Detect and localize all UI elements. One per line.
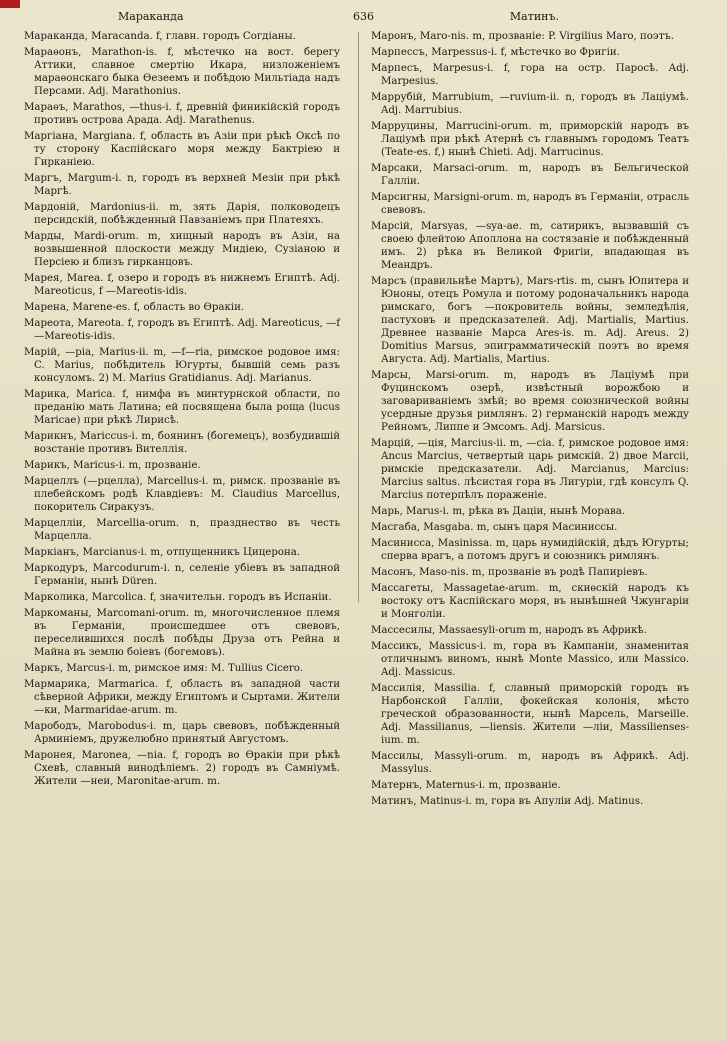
dictionary-entry: Массесилы, Massaesyli-orum m, народъ въ Африкѣ. [371,625,647,636]
dictionary-entry: Маркъ, Marcus-i. m, римское имя: M. Tullius Cicero. [24,663,303,674]
dictionary-entry: Мардоній, Mardonius-ii. m, зять Дарія, полководецъ персидскій, побѣжденный Павзаніемъ при Платеяхъ. [24,202,340,226]
dictionary-entry: Марободъ, Marobodus-i. m, царь свевовъ, побѣжденный Арминіемъ, дружелюбно принятый Августомъ. [24,721,340,745]
dictionary-entry: Маронея, Maronea, —nia. f, городъ во Ѳракіи при рѣкѣ Схевѣ, славный винодѣліемъ. 2) городъ въ Самніумѣ. Жители —неи, Maronitae-arum. m. [24,750,340,787]
dictionary-entry: Марикъ, Maricus-i. m, прозваніе. [24,460,201,471]
dictionary-entry: Марена, Marene-es. f, область во Ѳракіи. [24,302,245,313]
dictionary-entry: Марсъ (правильнѣе Мартъ), Mars-rtis. m, сынъ Юпитера и Юноны, отецъ Ромула и потому родоначальникъ народа римскаго, богъ —покровитель войны, земледѣлія, пастуховъ и предсказателей. Adj. Martialis, Martius. Древнее названіе Марса Ares-is. m. Adj. Areus. 2) Domitius Marsus, эпиграмматическій поэтъ во время Августа. Adj. Martialis, Martius. [371,276,689,365]
dictionary-entry: Маргъ, Margum-i. n, городъ въ верхней Мезіи при рѣкѣ Маргѣ. [24,173,340,197]
dictionary-entry: Марцій, —ція, Marcius-ii. m, —cia. f, римское родовое имя: Ancus Marcius, четвертый царь римскій. 2) двое Marcii, римскіе предсказатели. Adj. Marcianus, Marcius: Marcius saltus. лѣсистая гора въ Лигуріи, гдѣ консулъ Q. Marcius потерпѣлъ пораженіе. [371,438,689,501]
dictionary-entry: Марпессъ, Marpessus-i. f, мѣстечко во Фригіи. [371,47,620,58]
dictionary-entry: Марсаки, Marsaci-orum. m, народъ въ Бельгической Галліи. [371,163,689,187]
dictionary-entry: Мараѳонъ, Marathon-is. f, мѣстечко на вост. берегу Аттики, славное смертію Икара, низложеніемъ мараѳонскаго быка Ѳезеемъ и побѣдою Мильтіада надъ Персами. Adj. Marathonius. [24,47,340,97]
dictionary-entry: Масонъ, Maso-nis. m, прозваніе въ родѣ Папиріевъ. [371,567,648,578]
dictionary-entry: Мараканда, Maracanda. f, главн. городъ Согдіаны. [24,31,296,42]
dictionary-entry: Марцелліи, Marcellia-orum. n, празднество въ честь Марцелла. [24,518,340,542]
page-header [28,6,699,28]
left-column [24,30,340,791]
dictionary-entry: Массилы, Massyli-orum. m, народъ въ Африкѣ. Adj. Massylus. [371,751,689,775]
dictionary-entry: Марсы, Marsi-orum. m, народъ въ Лаціумѣ при Фуцинскомъ озерѣ, извѣстный ворожбою и заговариваніемъ змѣй; во время союзнической войны усердные друзья римлянъ. 2) германскій народъ между Рейномъ, Липпе и Эмсомъ. Adj. Marsicus. [371,370,689,433]
page-number: 636 [353,10,374,23]
dictionary-entry: Марколика, Marcolica. f, значительн. городъ въ Испаніи. [24,592,332,603]
dictionary-entry: Маргіана, Margiana. f, область въ Азіи при рѣкѣ Оксѣ по ту сторону Каспійскаго моря между Бактріею и Гирканіею. [24,131,340,168]
dictionary-entry: Масгаба, Masgaba. m, сынъ царя Масиниссы. [371,522,618,533]
dictionary-entry: Маркоманы, Marcomani-orum. m, многочисленное племя въ Германіи, происшедшее отъ свевовъ, переселившихся послѣ побѣды Друза отъ Рейна и Майна въ землю боіевъ (богемовъ). [24,608,340,658]
dictionary-entry: Марея, Marea. f, озеро и городъ въ нижнемъ Египтѣ. Adj. Mareoticus, f —Mareotis-idis. [24,273,340,297]
header-right-guide-word: Матинъ. [509,10,559,23]
dictionary-entry: Марсій, Marsyas, —sya-ae. m, сатирикъ, вызвавшій съ своею флейтою Аполлона на состязаніе и побѣжденный имъ. 2) рѣка въ Великой Фригіи, впадающая въ Меандръ. [371,221,689,271]
dictionary-entry: Матернъ, Maternus-i. m, прозваніе. [371,780,561,791]
dictionary-entry: Матинъ, Matinus-i. m, гора въ Апуліи Adj. Matinus. [371,796,644,807]
dictionary-entry: Марцеллъ (—рцелла), Marcellus-i. m, римск. прозваніе въ плебейскомъ родѣ Клавдіевъ: M. Claudius Marcellus, покоритель Сиракузъ. [24,476,340,513]
header-page-number [28,10,699,23]
dictionary-entry: Марій, —ріа, Marius-ii. m, —f—ria, римское родовое имя: C. Marius, побѣдитель Югурты, бывшій семь разъ консуломъ. 2) M. Marius Gratidianus. Adj. Marianus. [24,347,340,384]
dictionary-entry: Марсигны, Marsigni-orum. m, народъ въ Германіи, отрасль свевовъ. [371,192,689,216]
dictionary-entry: Марпесъ, Marpesus-i. f, гора на остр. Паросѣ. Adj. Marpesius. [371,63,689,87]
header-left-guide-word: Мараканда [118,10,184,23]
dictionary-entry: Марикнъ, Mariccus-i. m, боянинъ (богемецъ), возбудившій возстаніе противъ Вителлія. [24,431,340,455]
dictionary-entry: Масинисса, Masinissa. m, царь нумидійскій, дѣдъ Югурты; сперва врагъ, а потомъ другъ и союзникъ римлянъ. [371,538,689,562]
dictionary-entry: Марды, Mardi-orum. m, хищный народъ въ Азіи, на возвышенной плоскости между Мидіею, Сузіаною и Персіею и близъ гирканцовъ. [24,231,340,268]
right-column [371,30,689,811]
dictionary-entry: Мареота, Mareota. f, городъ въ Египтѣ. Adj. Mareoticus, —f —Mareotis-idis. [24,318,340,342]
dictionary-entry: Массилія, Massilia. f, славный приморскій городъ въ Нарбонской Галліи, фокейская колонія, мѣсто греческой образованности, нынѣ Марсель, Marseille. Adj. Massilianus, —liensis. Жители —ліи, Massilienses-ium. m. [371,683,689,746]
dictionary-entry: Марь, Marus-i. m, рѣка въ Даціи, нынѣ Морава. [371,506,626,517]
red-margin-mark [0,0,20,8]
dictionary-entry: Марика, Marica. f, нимфа въ минтурнской области, по преданію мать Латина; ей посвящена была роща (lucus Maricae) при рѣкѣ Лирисѣ. [24,389,340,426]
dictionary-entry: Маррубій, Marrubium, —ruvium-ii. n, городъ въ Лаціумѣ. Adj. Marrubius. [371,92,689,116]
dictionary-entry: Маронъ, Maro-nis. m, прозваніе: P. Virgilius Maro, поэтъ. [371,31,674,42]
dictionary-entry: Маркіанъ, Marcianus-i. m, отпущенникъ Цицерона. [24,547,301,558]
dictionary-entry: Мараѳъ, Marathos, —thus-i. f, древній финикійскій городъ противъ острова Арада. Adj. Marathenus. [24,102,340,126]
dictionary-entry: Мармарика, Marmarica. f, область въ западной части сѣверной Африки, между Египтомъ и Сыртами. Жители —ки, Marmaridae-arum. m. [24,679,340,716]
column-divider [358,32,359,602]
dictionary-entry: Массикъ, Massicus-i. m, гора въ Кампаніи, знаменитая отличнымъ виномъ, нынѣ Monte Massico, или Massico. Adj. Massicus. [371,641,689,678]
dictionary-entry: Маркодуръ, Marcodurum-i. n, селеніе убіевъ въ западной Германіи, нынѣ Düren. [24,563,340,587]
dictionary-entry: Массагеты, Massagetae-arum. m, скиѳскій народъ къ востоку отъ Каспійскаго моря, въ нынѣшней Чжунгаріи и Монголіи. [371,583,689,620]
dictionary-entry: Марруцины, Marrucini-orum. m, приморскій народъ въ Лаціумѣ при рѣкѣ Атернѣ съ главнымъ городомъ Театъ (Teate-es. f,) нынѣ Chieti. Adj. Marrucinus. [371,121,689,158]
